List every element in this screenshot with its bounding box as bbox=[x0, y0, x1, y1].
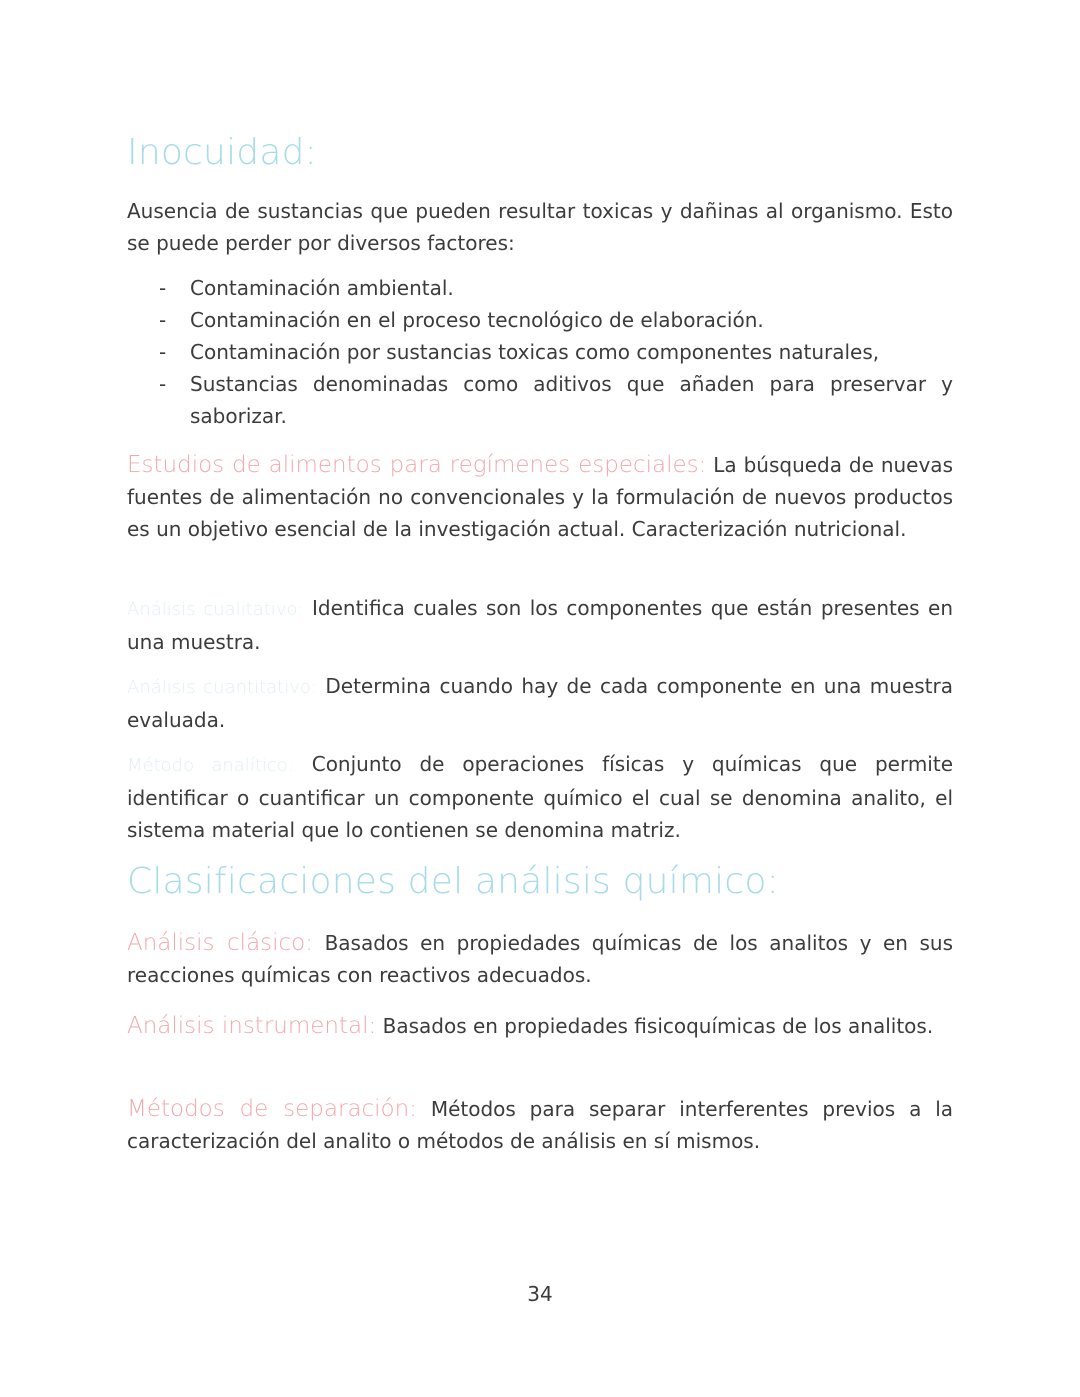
term-clasico: Análisis clásico: bbox=[127, 930, 314, 956]
list-item-text: Contaminación por sustancias toxicas como componentes naturales, bbox=[190, 340, 880, 364]
term-instrumental: Análisis instrumental: bbox=[127, 1013, 377, 1039]
term-estudios: Estudios de alimentos para regímenes especiales: bbox=[127, 452, 707, 478]
dash-bullet: - bbox=[159, 276, 167, 300]
paragraph-separacion bbox=[127, 1093, 953, 1157]
list-item bbox=[127, 304, 953, 336]
paragraph-instrumental bbox=[127, 1010, 953, 1042]
paragraph-cualitativo bbox=[127, 592, 953, 658]
dash-bullet: - bbox=[159, 308, 167, 332]
heading-clasificaciones: Clasificaciones del análisis químico: bbox=[127, 861, 779, 902]
text-clasico: Basados en propiedades químicas de los analitos y en sus reacciones químicas con reactivos adecuados. bbox=[127, 931, 954, 987]
paragraph-inocuidad-intro: Ausencia de sustancias que pueden resultar toxicas y dañinas al organismo. Esto se puede perder por diversos factores: bbox=[127, 199, 953, 255]
paragraph-cuantitativo bbox=[127, 670, 953, 736]
list-item bbox=[127, 368, 953, 432]
page-number: 34 bbox=[527, 1282, 553, 1306]
dash-bullet: - bbox=[159, 372, 167, 396]
term-separacion: Métodos de separación: bbox=[127, 1096, 417, 1122]
text-estudios: La búsqueda de nuevas fuentes de alimentación no convencionales y la formulación de nuevos productos es un objetivo esencial de la investigación actual. Caracterización nutricional. bbox=[127, 453, 953, 541]
heading-inocuidad: Inocuidad: bbox=[127, 132, 317, 173]
list-item bbox=[127, 336, 953, 368]
text-separacion: Métodos para separar interferentes previos a la caracterización del analito o métodos de análisis en sí mismos. bbox=[127, 1097, 954, 1153]
text-cuantitativo: Determina cuando hay de cada componente en una muestra evaluada. bbox=[127, 674, 953, 732]
text-cualitativo: Identifica cuales son los componentes que están presentes en una muestra. bbox=[127, 596, 953, 654]
paragraph-metodo bbox=[127, 748, 953, 846]
list-item bbox=[127, 272, 953, 304]
term-cuantitativo: Análisis cuantitativo: bbox=[127, 677, 317, 698]
dash-bullet: - bbox=[159, 340, 167, 364]
term-metodo: Método analítico: bbox=[127, 755, 294, 776]
list-item-text: Sustancias denominadas como aditivos que añaden para preservar y saborizar. bbox=[190, 372, 953, 428]
factors-list bbox=[127, 272, 953, 432]
text-metodo: Conjunto de operaciones físicas y químicas que permite identificar o cuantificar un componente químico el cual se denomina analito, el sistema material que lo contienen se denomina matriz. bbox=[127, 752, 954, 842]
paragraph-estudios bbox=[127, 449, 953, 545]
paragraph-clasico bbox=[127, 927, 953, 991]
text-instrumental: Basados en propiedades fisicoquímicas de los analitos. bbox=[382, 1014, 934, 1038]
term-cualitativo: Análisis cualitativo: bbox=[127, 599, 304, 620]
list-item-text: Contaminación ambiental. bbox=[190, 276, 454, 300]
list-item-text: Contaminación en el proceso tecnológico de elaboración. bbox=[190, 308, 764, 332]
